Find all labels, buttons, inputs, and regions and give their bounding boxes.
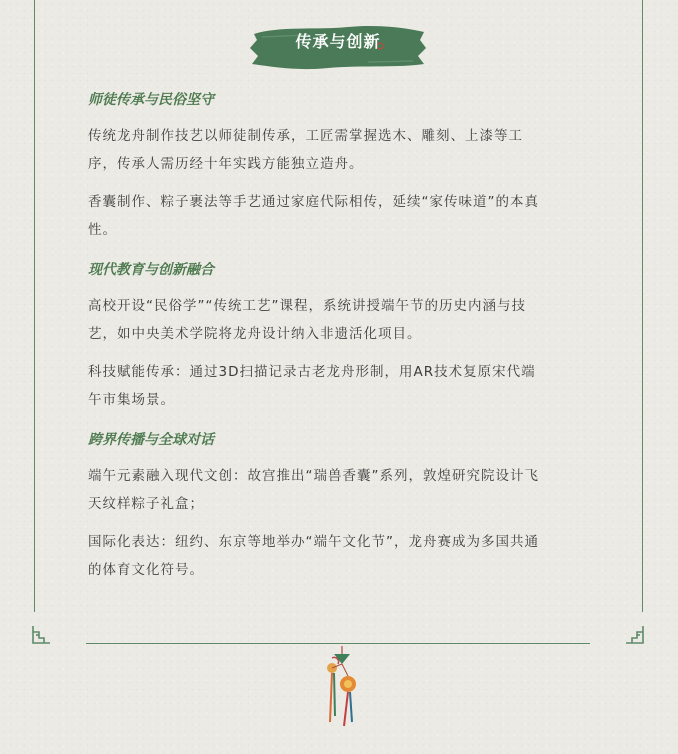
section-heading: 师徒传承与民俗坚守 — [88, 92, 214, 108]
frame-left-border — [34, 0, 35, 612]
article-body — [88, 88, 592, 584]
section-modern-education — [88, 258, 592, 414]
paragraph-line: 国际化表达：纽约、东京等地举办“端午文化节”，龙舟赛成为多国共通 — [88, 534, 539, 550]
paragraph — [88, 358, 592, 414]
page-title: 传承与创新 — [295, 32, 381, 51]
paragraph-line: 高校开设“民俗学”“传统工艺”课程，系统讲授端午节的历史内涵与技 — [88, 298, 526, 314]
paragraph-line: 天纹样粽子礼盒； — [88, 496, 204, 512]
paragraph — [88, 122, 592, 178]
section-heading: 现代教育与创新融合 — [88, 262, 214, 278]
paragraph — [88, 188, 592, 244]
paragraph-line: 香囊制作、粽子裹法等手艺通过家庭代际相传，延续“家传味道”的本真 — [88, 194, 539, 210]
corner-ornament-icon — [30, 624, 52, 646]
paragraph-line: 艺，如中央美术学院将龙舟设计纳入非遗活化项目。 — [88, 326, 422, 342]
frame-right-border — [642, 0, 643, 612]
paragraph-line: 传统龙舟制作技艺以师徒制传承，工匠需掌握选木、雕刻、上漆等工 — [88, 128, 523, 144]
section-apprenticeship — [88, 88, 592, 244]
section-global-dialogue — [88, 428, 592, 584]
paragraph-line: 端午元素融入现代文创：故宫推出“瑞兽香囊”系列，敦煌研究院设计飞 — [88, 468, 539, 484]
paragraph — [88, 528, 592, 584]
paragraph-line: 午市集场景。 — [88, 392, 175, 408]
section-heading: 跨界传播与全球对话 — [88, 432, 214, 448]
paragraph-line: 序，传承人需历经十年实践方能独立造舟。 — [88, 156, 364, 172]
paragraph — [88, 462, 592, 518]
frame-bottom-border — [86, 643, 590, 644]
paragraph-line: 的体育文化符号。 — [88, 562, 204, 578]
paragraph — [88, 292, 592, 348]
corner-ornament-icon — [624, 624, 646, 646]
paragraph-line: 科技赋能传承：通过3D扫描记录古老龙舟形制，用AR技术复原宋代端 — [88, 364, 536, 380]
paragraph-line: 性。 — [88, 222, 117, 238]
zongzi-tassel-icon — [318, 646, 366, 730]
